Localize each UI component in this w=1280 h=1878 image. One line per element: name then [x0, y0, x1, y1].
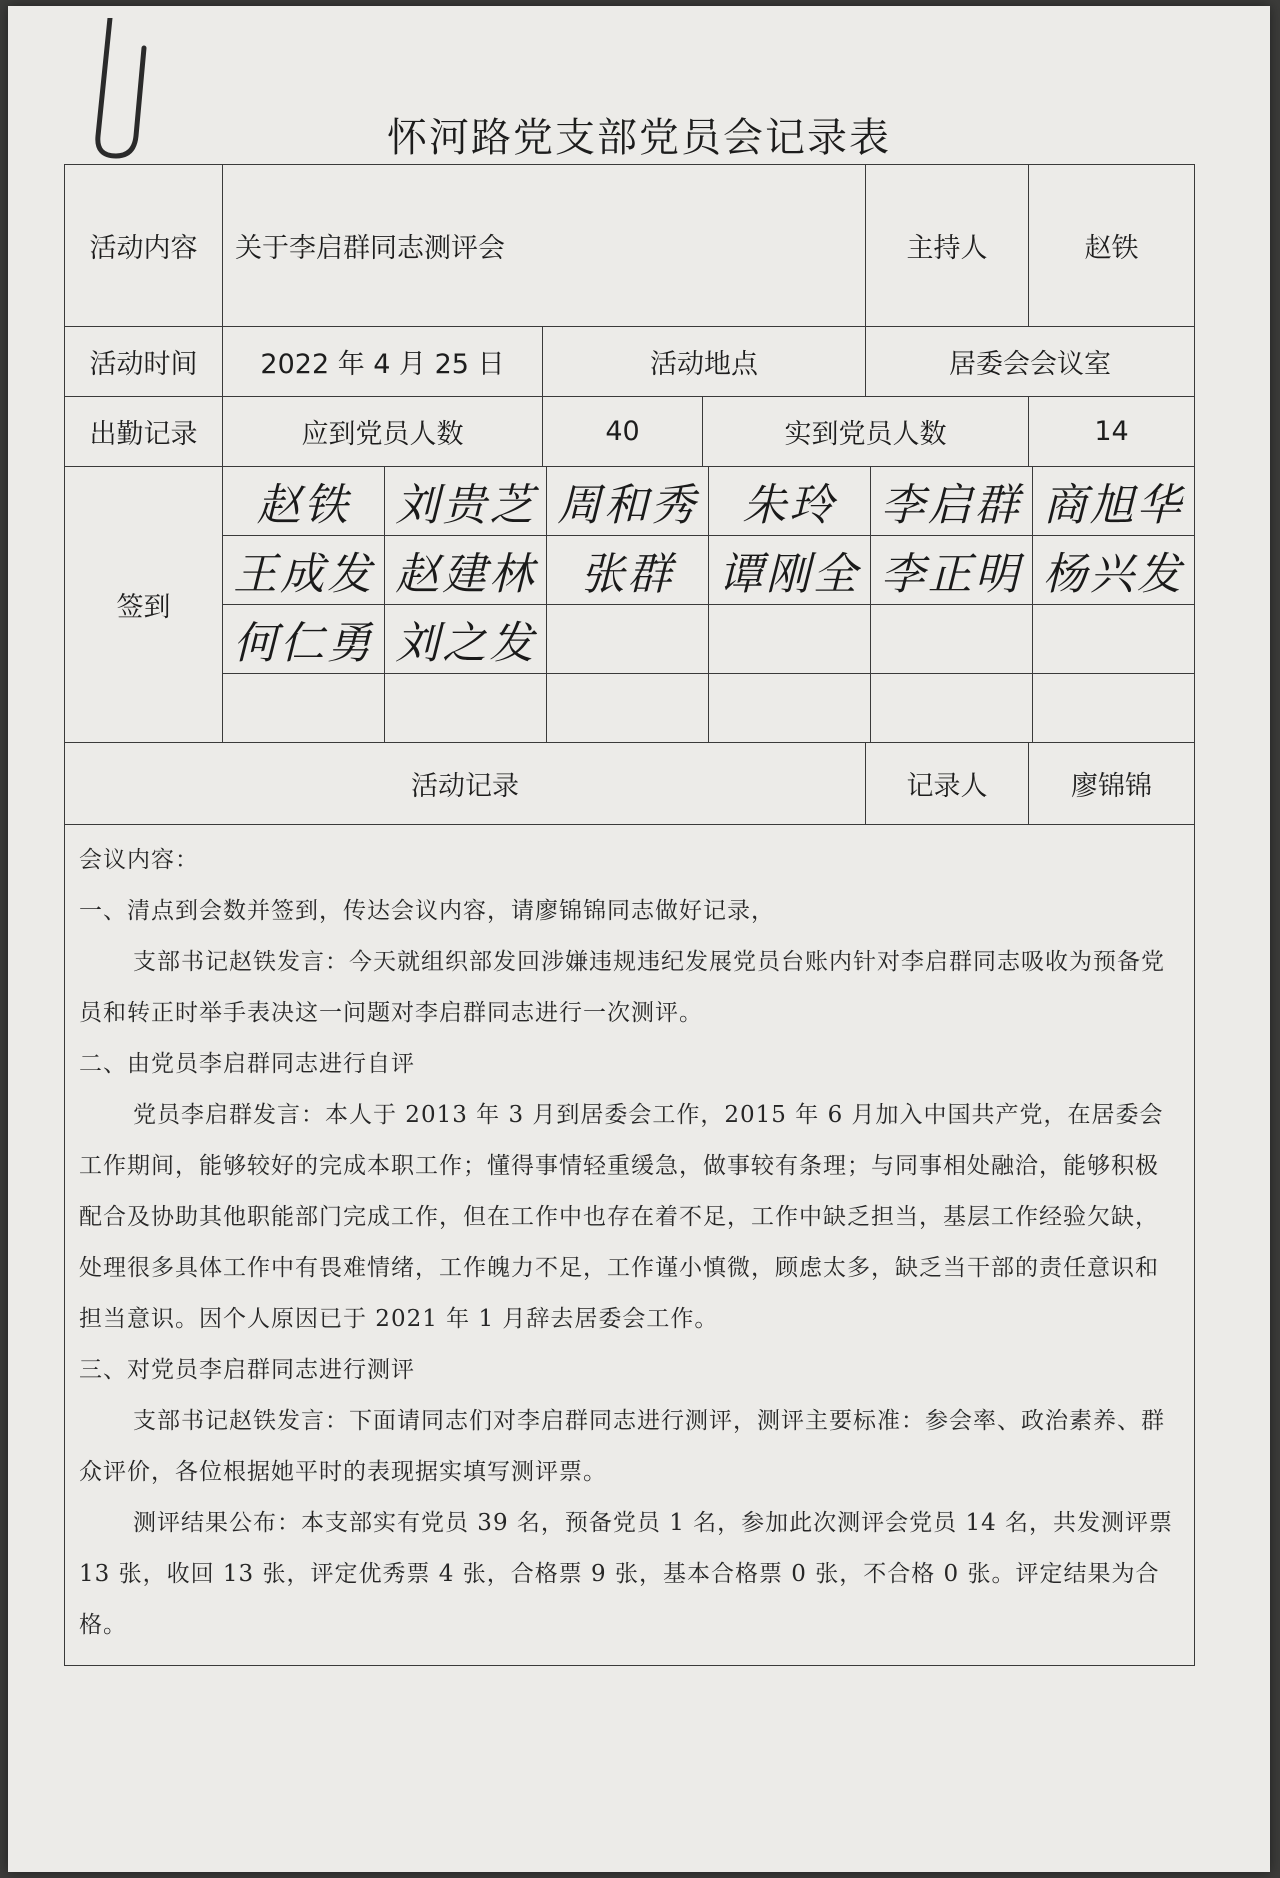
signature: 李正明: [870, 536, 1032, 605]
signature: [870, 674, 1032, 743]
row-attendance: [65, 397, 1195, 467]
signature: 刘之发: [385, 605, 547, 674]
signature: 刘贵芝: [385, 467, 547, 536]
time-label: 活动时间: [65, 327, 223, 397]
signature: 商旭华: [1032, 467, 1194, 536]
signature: 何仁勇: [223, 605, 385, 674]
signature: [385, 674, 547, 743]
signature-row: [223, 605, 1194, 674]
expected-value: 40: [543, 397, 703, 467]
place-label: 活动地点: [543, 327, 866, 397]
host-label: 主持人: [866, 165, 1029, 327]
content-section-3: 三、对党员李启群同志进行测评: [79, 1357, 415, 1383]
signature: [1032, 605, 1194, 674]
signature: 张群: [547, 536, 709, 605]
signature-row: [223, 536, 1194, 605]
row-signin: [65, 467, 1195, 743]
content-value: 关于李启群同志测评会: [223, 165, 866, 327]
signature: [870, 605, 1032, 674]
page-title: 怀河路党支部党员会记录表: [387, 115, 891, 161]
time-value: 2022 年 4 月 25 日: [223, 327, 543, 397]
row-activity-time: [65, 327, 1195, 397]
content-label: 活动内容: [65, 165, 223, 327]
signature-row: [223, 674, 1194, 743]
content-paragraph: 党员李启群发言：本人于 2013 年 3 月到居委会工作，2015 年 6 月加入中国共产党，在居委会工作期间，能够较好的完成本职工作；懂得事情轻重缓急，做事较有条理；与同事相处融洽，能够积极配合及协助其他职能部门完成工作，但在工作中也存在着不足，工作中缺乏担当，基层工作经验欠缺，处理很多具体工作中有畏难情绪，工作魄力不足，工作谨小慎微，顾虑太多，缺乏当干部的责任意识和担当意识。因个人原因已于 2021 年 1 月辞去居委会工作。: [79, 1102, 1164, 1332]
row-activity-content: [65, 165, 1195, 327]
signature: 赵铁: [223, 467, 385, 536]
actual-value: 14: [1029, 397, 1195, 467]
content-heading: 会议内容：: [79, 847, 199, 873]
actual-label: 实到党员人数: [703, 397, 1029, 467]
signature: [547, 605, 709, 674]
content-paragraph: 测评结果公布：本支部实有党员 39 名，预备党员 1 名，参加此次测评会党员 14 名，共发测评票 13 张，收回 13 张，评定优秀票 4 张，合格票 9 张，基本合格票 0 张，不合格 0 张。评定结果为合格。: [79, 1510, 1174, 1638]
signature: 赵建林: [385, 536, 547, 605]
meeting-content: [65, 825, 1195, 1666]
expected-label: 应到党员人数: [223, 397, 543, 467]
signin-label: 签到: [65, 467, 223, 743]
content-section-1: 一、清点到会数并签到，传达会议内容，请廖锦锦同志做好记录，: [79, 898, 775, 924]
host-value: 赵铁: [1029, 165, 1195, 327]
row-meeting-content: [65, 825, 1195, 1666]
signature: [1032, 674, 1194, 743]
signature: 王成发: [223, 536, 385, 605]
signature: [708, 605, 870, 674]
recorder-label: 记录人: [866, 743, 1029, 825]
signature-row: [223, 467, 1194, 536]
signature: 杨兴发: [1032, 536, 1194, 605]
attendance-label: 出勤记录: [65, 397, 223, 467]
signature-grid: [223, 467, 1194, 742]
content-paragraph: 支部书记赵铁发言：下面请同志们对李启群同志进行测评，测评主要标准：参会率、政治素养、群众评价，各位根据她平时的表现据实填写测评票。: [79, 1408, 1165, 1485]
row-record-header: [65, 743, 1195, 825]
signature: [223, 674, 385, 743]
paper-sheet: [8, 6, 1270, 1872]
signature: 朱玲: [708, 467, 870, 536]
signature: 李启群: [870, 467, 1032, 536]
record-form-table: [64, 164, 1195, 1666]
signature: [547, 674, 709, 743]
content-section-2: 二、由党员李启群同志进行自评: [79, 1051, 415, 1077]
signature: 谭刚全: [708, 536, 870, 605]
recorder-value: 廖锦锦: [1029, 743, 1195, 825]
place-value: 居委会会议室: [866, 327, 1195, 397]
content-paragraph: 支部书记赵铁发言：今天就组织部发回涉嫌违规违纪发展党员台账内针对李启群同志吸收为预备党员和转正时举手表决这一问题对李启群同志进行一次测评。: [79, 949, 1165, 1026]
signature: [708, 674, 870, 743]
record-label: 活动记录: [65, 743, 866, 825]
signature: 周和秀: [547, 467, 709, 536]
